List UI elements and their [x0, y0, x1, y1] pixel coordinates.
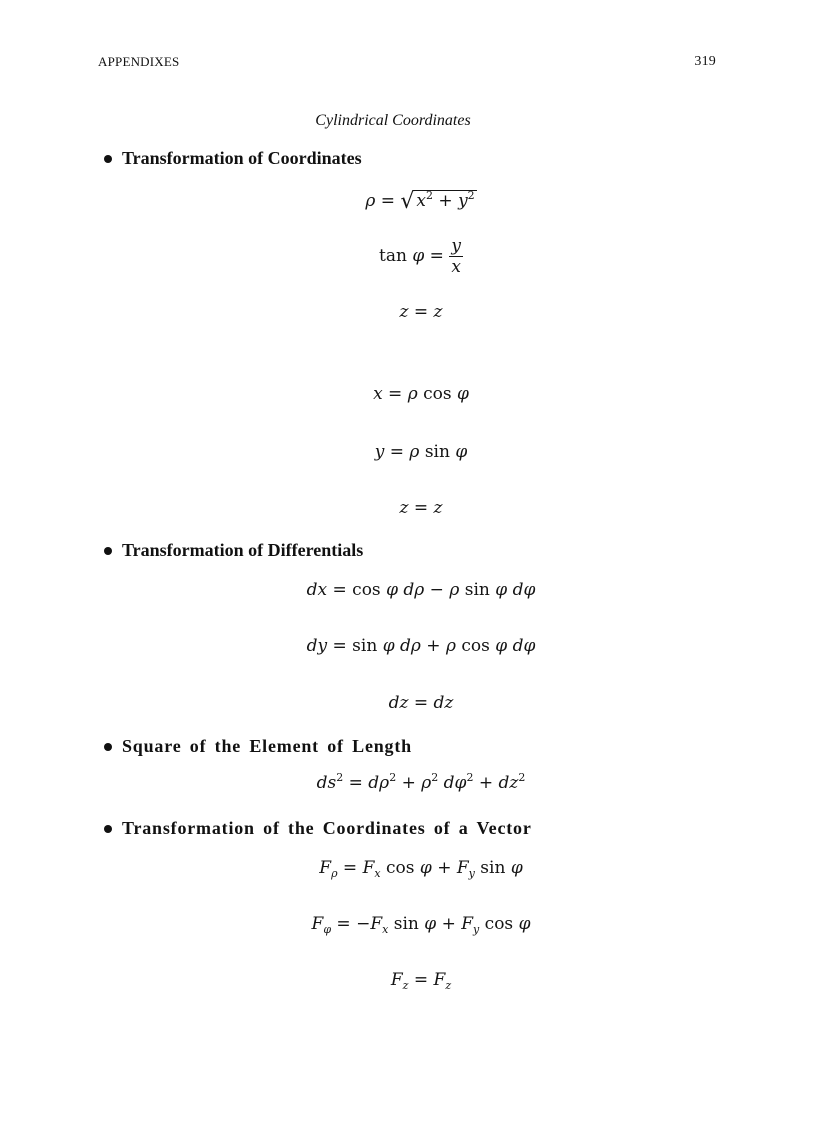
page-number: 319 [694, 54, 716, 69]
heading-transformation-of-coordinates: Transformation of Coordinates [104, 148, 362, 169]
section-subtitle: Cylindrical Coordinates [315, 112, 471, 129]
equation-dz: dz = dz [388, 693, 454, 713]
equation-y: y = ρ sin φ [374, 442, 468, 462]
equation-z-inverse: z = z [399, 498, 443, 518]
equation-f-phi: $F_\varphi = -F_x$ $\sin \varphi + F_y$ cos φ [311, 914, 531, 936]
equation-dy: dy = sin φ dρ + ρ cos φ dφ [306, 636, 536, 656]
equation-f-rho: $F_\rho = F_x$ $\cos \varphi + F_y$ sin φ [319, 858, 523, 880]
bullet-icon [104, 743, 112, 751]
equation-dx: dx = cos φ dρ − ρ sin φ dφ [306, 580, 536, 600]
heading-transformation-of-vector-coordinates: Transformation of the Coordinates of a Vector [104, 818, 532, 839]
equation-x: x = ρ cos φ [373, 384, 469, 404]
bullet-icon [104, 825, 112, 833]
equation-f-z: $F_z = F_z$ [390, 970, 452, 992]
equation-ds-squared: $ds^2 = d\rho^2 + \rho^2$ $d\varphi^2 + dz^2$ [316, 771, 526, 793]
heading-transformation-of-differentials: Transformation of Differentials [104, 540, 363, 561]
heading-square-of-element-of-length: Square of the Element of Length [104, 736, 412, 757]
fraction-y-over-x: $\frac{y}{x}$ [451, 236, 461, 277]
equation-z: z = z [399, 302, 443, 322]
running-header: APPENDIXES [98, 54, 180, 69]
equation-rho: ρ = √ $x^2 + y^2$ [365, 189, 475, 214]
bullet-icon [104, 547, 112, 555]
bullet-icon [104, 155, 112, 163]
square-root: √ $x^2 + y^2$ [400, 189, 475, 214]
equation-tan-phi: tan φ = $\frac{y}{x}$ [379, 236, 461, 277]
